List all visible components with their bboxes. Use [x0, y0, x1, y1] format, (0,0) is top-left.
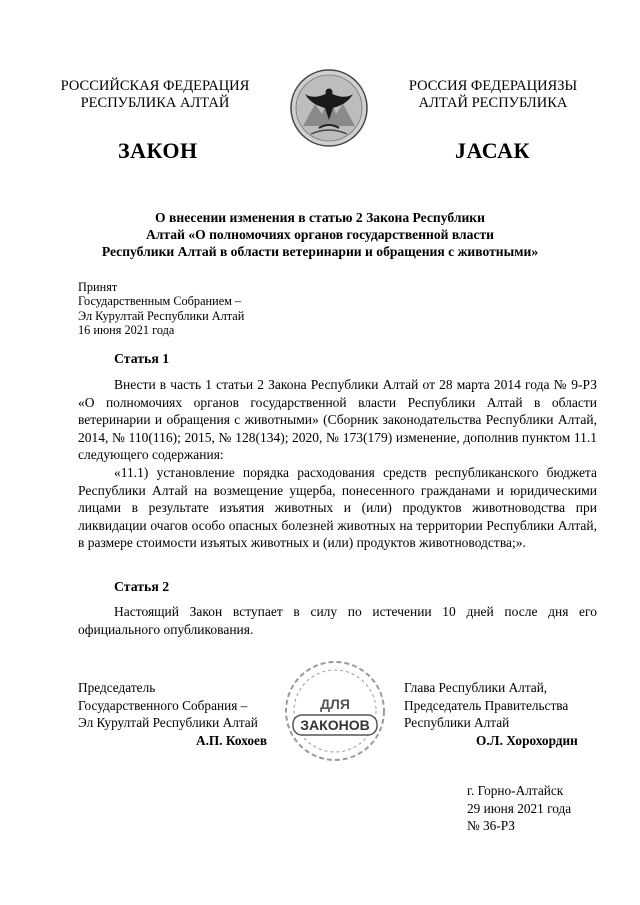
title-line: Алтай «О полномочиях органов государственной власти	[145, 227, 495, 242]
article1-heading: Статья 1	[114, 351, 170, 366]
signature-left	[78, 679, 258, 732]
signature-left-line: Председатель	[78, 680, 156, 695]
document-title	[60, 209, 580, 260]
stamp	[283, 659, 387, 763]
article2-heading: Статья 2	[114, 579, 170, 594]
stamp-line1: ДЛЯ	[320, 696, 350, 712]
signature-left-line: Государственного Собрания –	[78, 697, 248, 713]
article1-paragraph1: Внести в часть 1 статьи 2 Закона Республики Алтай от 28 марта 2014 года № 9-РЗ «О полномочиях органов государственной власти Республики Алтай в области ветеринарии и обращения с животными» (Сборник законодательства Республики Алтай, 2014, № 110(116); 2015, № 128(134); 2020, № 173(179) изменение, дополнив пунктом 11.1 следующего содержания:	[78, 377, 597, 463]
signature-left-name: А.П. Кохоев	[196, 733, 268, 748]
footer-city: г. Горно-Алтайск	[467, 783, 564, 798]
law-title-ru: ЗАКОН	[118, 138, 198, 163]
signature-right-name: О.Л. Хорохордин	[476, 733, 578, 748]
adopted-line: 16 июня 2021 года	[78, 323, 175, 338]
title-line: Республики Алтай в области ветеринарии и обращения с животными»	[101, 244, 539, 259]
signature-left-line: Эл Курултай Республики Алтай	[78, 715, 258, 731]
adopted-block	[78, 280, 244, 338]
header-right	[382, 78, 604, 112]
signature-right-line: Республики Алтай	[404, 715, 510, 731]
header-left-line2: РЕСПУБЛИКА АЛТАЙ	[80, 95, 230, 111]
adopted-line: Государственным Собранием –	[78, 294, 242, 309]
header-right-line2: АЛТАЙ РЕСПУБЛИКА	[418, 95, 568, 111]
header-left-line1: РОССИЙСКАЯ ФЕДЕРАЦИЯ	[60, 78, 250, 94]
article1-paragraph2: «11.1) установление порядка расходования средств республиканского бюджета Республики Алтай на возмещение ущерба, понесенного гражданами и юридическими лицами в результате изъятия животных и (или) продуктов животноводства при ликвидации очагов особо опасных болезней животных на территории Республики Алтай, в размере стоимости изъятых животных и (или) продуктов животноводства;».	[78, 465, 597, 551]
signature-right-line: Глава Республики Алтай,	[404, 680, 548, 695]
title-line: О внесении изменения в статью 2 Закона Республики	[155, 210, 485, 225]
stamp-line2: ЗАКОНОВ	[300, 717, 370, 733]
signature-right-line: Председатель Правительства	[404, 697, 569, 713]
header-right-line1: РОССИЯ ФЕДЕРАЦИЯЗЫ	[408, 78, 578, 94]
article2-paragraph1: Настоящий Закон вступает в силу по истечении 10 дней после дня его официального опубликования.	[78, 604, 597, 637]
footer-number: № 36-РЗ	[467, 818, 515, 834]
law-title-alt: JАСАК	[455, 138, 530, 163]
adopted-line: Эл Курултай Республики Алтай	[78, 308, 245, 323]
header-left	[40, 78, 270, 112]
footer-block	[467, 782, 571, 835]
footer-date: 29 июня 2021 года	[467, 800, 572, 816]
adopted-line: Принят	[78, 280, 118, 294]
emblem-icon	[289, 68, 369, 148]
signature-right	[404, 679, 568, 732]
